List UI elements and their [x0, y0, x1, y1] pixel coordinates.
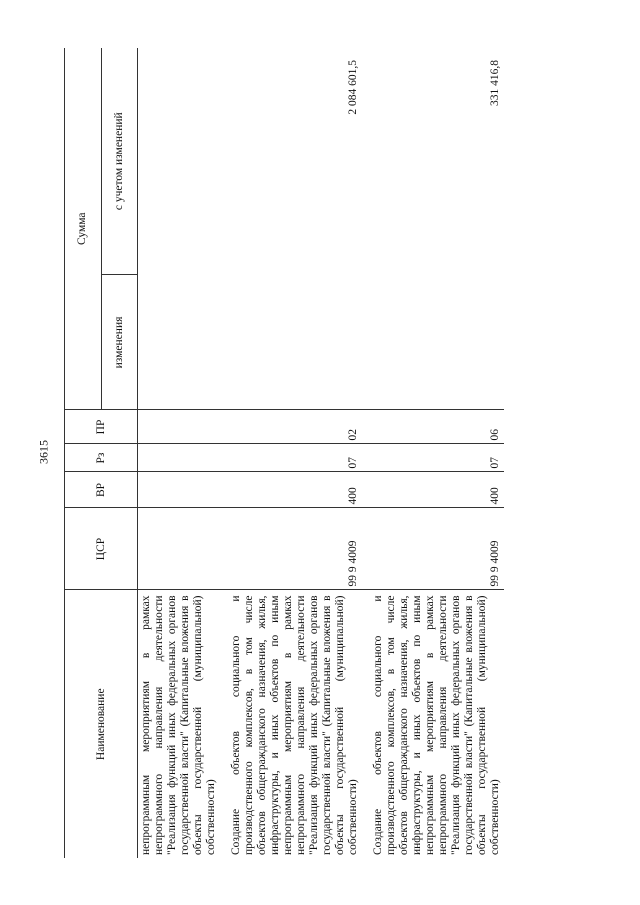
row-change — [220, 275, 362, 410]
row-name: Создание объектов социального и производственного комплексов, в том числе объектов общегражданского назначения, жилья, инфраструктуры, и иных объектов по иным непрограммным мероприятиям в рамках непрограммного направления деятельности "Реализация функций иных федеральных органов государственной власти" (Капитальные вложения в объекты государственной (муниципальной) собственности) — [220, 590, 362, 858]
row-vr — [138, 472, 221, 508]
row-pr — [138, 410, 221, 444]
row-csr — [138, 508, 221, 590]
page-number: 3615 — [36, 440, 51, 464]
row-with-change: 2 084 601,5 — [347, 59, 359, 115]
header-rz: Рз — [65, 444, 138, 472]
table-row — [138, 48, 221, 858]
table-row — [220, 48, 362, 858]
row-with-change: 331 416,8 — [489, 59, 501, 106]
table-header — [65, 48, 138, 858]
row-csr: 99 9 4009 — [362, 508, 504, 590]
row-pr: 06 — [489, 429, 501, 441]
header-change: изменения — [101, 275, 138, 410]
header-with-change: с учетом изменений — [101, 48, 138, 275]
row-csr: 99 9 4009 — [220, 508, 362, 590]
header-csr: ЦСР — [65, 508, 138, 590]
header-sum: Сумма — [65, 48, 102, 410]
header-vr: ВР — [65, 472, 138, 508]
row-with-change — [138, 48, 221, 275]
row-pr: 02 — [347, 429, 359, 441]
row-vr: 400 — [220, 472, 362, 508]
row-name: Создание объектов социального и производственного комплексов, в том числе объектов общегражданского назначения, жилья, инфраструктуры, и иных объектов по иным непрограммным мероприятиям в рамках непрограммного направления деятельности "Реализация функций иных федеральных органов государственной власти" (Капитальные вложения в объекты государственной (муниципальной) собственности) — [362, 590, 504, 858]
row-change — [362, 275, 504, 410]
table-row — [362, 48, 504, 858]
row-rz: 07 — [220, 444, 362, 472]
header-name: Наименование — [65, 590, 138, 858]
row-change — [138, 275, 221, 410]
row-name: непрограммным мероприятиям в рамках непрограммного направления деятельности "Реализация функций иных федеральных органов государственной власти" (Капитальные вложения в объекты государственной (муниципальной) собственности) — [138, 590, 221, 858]
rotated-budget-page — [64, 48, 574, 858]
budget-table — [64, 48, 504, 858]
row-rz — [138, 444, 221, 472]
row-rz: 07 — [362, 444, 504, 472]
row-vr: 400 — [362, 472, 504, 508]
header-pr: ПР — [65, 410, 138, 444]
